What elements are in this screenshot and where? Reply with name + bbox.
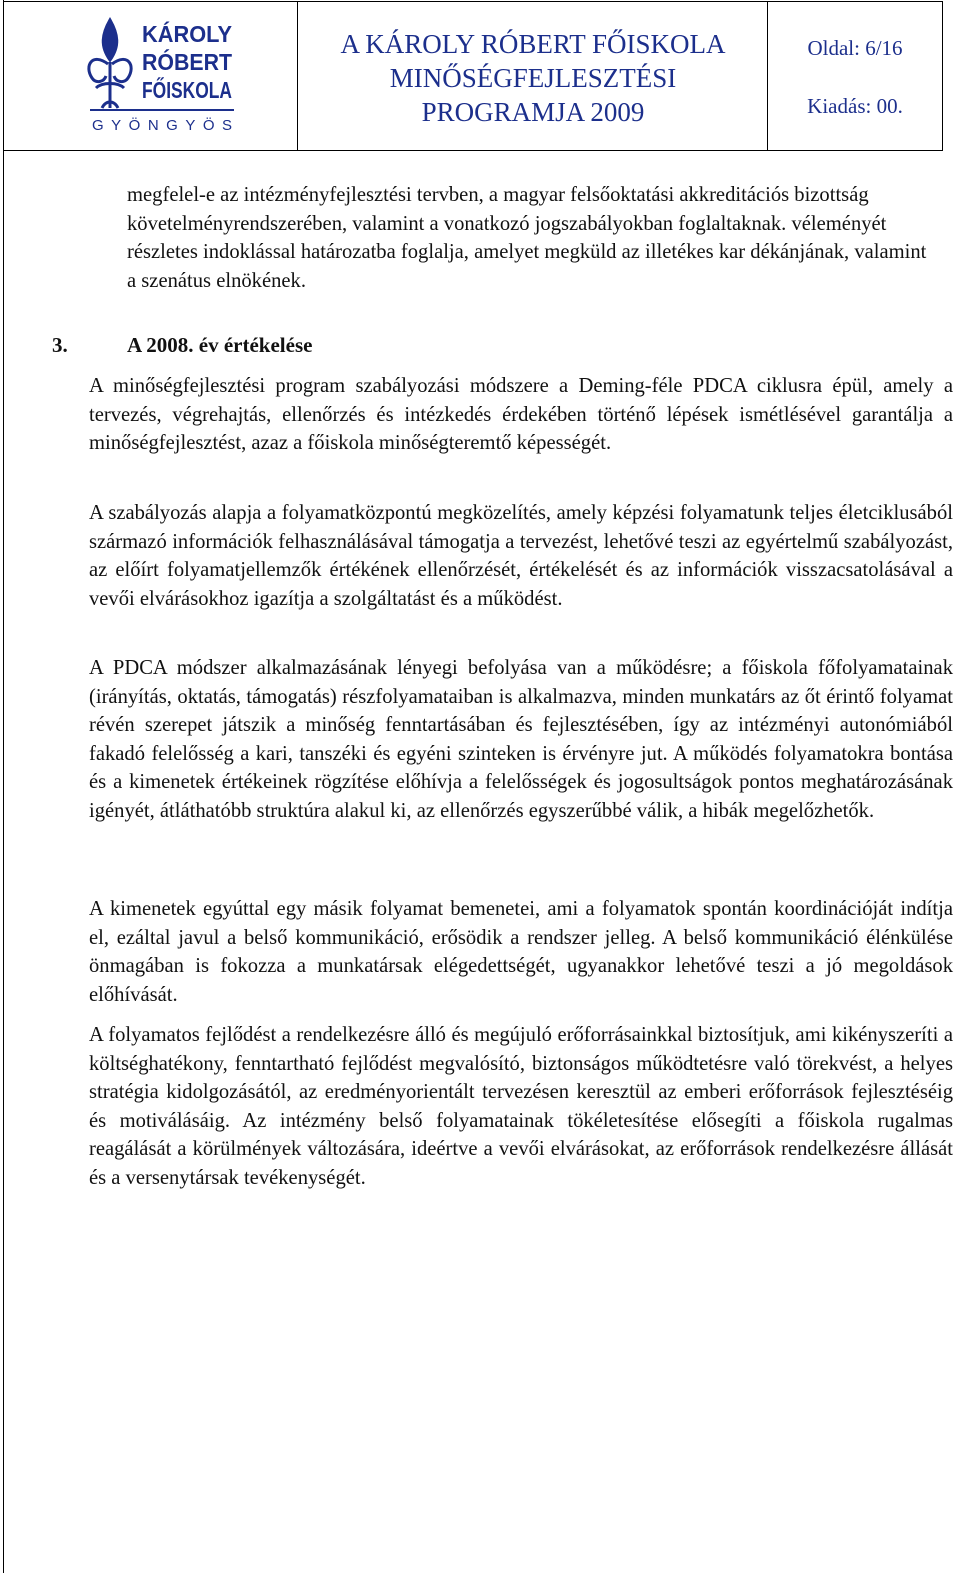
body-paragraph: A szabályozás alapja a folyamatközpontú megközelítés, amely képzési folyamatunk teljes életciklusából származó információk felhasználásával támogatja a tervezést, lehetővé teszi az egyértelmű szabályozást, az előírt folyamatjellemzők értékének ellenőrzését, értékelését és az információk visszacsatolásával a vevői elvárásokhoz igazítja a szolgáltatást és a működést. bbox=[89, 502, 953, 610]
page-left-rule bbox=[3, 0, 4, 1573]
body-paragraph: A minőségfejlesztési program szabályozási módszere a Deming-féle PDCA ciklusra épül, amely a tervezés, végrehajtás, ellenőrzés és intézkedés érdekében történő lépések ismétlésével garantálja a minőségfejlesztést, azaz a főiskola minőségteremtő képességét. bbox=[89, 375, 953, 455]
body-paragraph: A kimenetek egyúttal egy másik folyamat bemenetei, ami a folyamatok spontán koordinációját indítja el, ezáltal javul a belső kommunikáció, erősödik a rendszer jelleg. A belső kommunikáció élénkülése önmagában is fokozza a munkatársak elégedettségét, ugyanakkor lehetővé teszi a jó megoldások előhívását. bbox=[89, 898, 953, 1006]
section-heading bbox=[52, 331, 312, 359]
document-title-line-1: A KÁROLY RÓBERT FŐISKOLA bbox=[340, 29, 726, 59]
header-title-cell bbox=[298, 2, 768, 150]
section-number: 3. bbox=[52, 333, 68, 357]
logo-city: GYÖNGYÖS bbox=[92, 117, 232, 134]
body-paragraph: A PDCA módszer alkalmazásának lényegi befolyása van a működésre; a főiskola főfolyamatainak (irányítás, oktatás, támogatás) részfolyamataiban is alkalmazva, minden munkatárs az őt érintő folyamat révén szerepet játszik a minőség fenntartásában és fejlesztésében, így az intézményi autonómiából fakadó felelősség a kari, tanszéki és egyéni szinteken is érvényre jut. A működés folyamatokra bontása és a kimenetek értékeinek rögzítése előhívja a felelősségek és jogosultságok pontos meghatározásának igényét, átláthatóbb struktúra alakul ki, az ellenőrzés egyszerűbbé válik, a hibák megelőzhetők. bbox=[89, 657, 953, 822]
document-header bbox=[3, 1, 943, 151]
body-paragraph: A folyamatos fejlődést a rendelkezésre álló és megújuló erőforrásainkkal biztosítjuk, ami kikényszeríti a költséghatékony, fenntartható fejlődést megvalósító, biztonságos működtetésre való törekvést, a helyes stratégia kidolgozásától, az eredményorientált tervezésen keresztül az emberi erőforrások fejlesztéséig és motiválásáig. Az intézmény belső folyamatainak tökéletesítése elősegíti a főiskola rugalmas reagálását a körülmények változására, ideértve a vevői elvárásokat, az erőforrások rendelkezésre állását és a versenytársak tevékenységét. bbox=[89, 1024, 953, 1189]
issue-number: Kiadás: 00. bbox=[807, 94, 903, 118]
college-logo bbox=[84, 16, 261, 138]
section-title: A 2008. év értékelése bbox=[127, 333, 313, 357]
logo-line-1: KÁROLY bbox=[142, 21, 237, 47]
fleur-de-lis-icon bbox=[89, 20, 131, 108]
document-title-line-2: MINŐSÉGFEJLESZTÉSI bbox=[389, 63, 677, 93]
document-title-line-3: PROGRAMJA 2009 bbox=[421, 97, 645, 127]
header-meta-cell bbox=[768, 2, 942, 150]
logo-line-2: RÓBERT bbox=[142, 49, 240, 75]
page-number: Oldal: 6/16 bbox=[807, 36, 903, 60]
header-logo-cell bbox=[4, 2, 298, 150]
intro-paragraph: megfelel-e az intézményfejlesztési tervben, a magyar felsőoktatási akkreditációs bizottság követelményrendszerében, valamint a vonatkozó jogszabályokban foglaltaknak. véleményét részletes indoklással határozatba foglalja, amelyet megküld az illetékes kar dékánjának, valamint a szenátus elnökének. bbox=[127, 184, 927, 292]
logo-line-3: FŐISKOLA bbox=[142, 77, 261, 103]
